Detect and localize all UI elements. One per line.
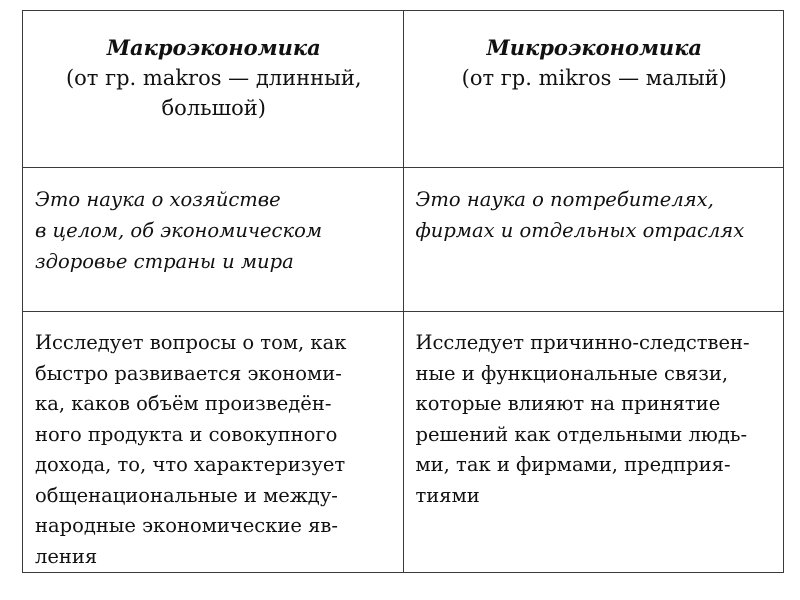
macro-description-line: Исследует вопросы о том, как bbox=[35, 331, 347, 354]
micro-etymology-line-1: (от гр. mikros — малый) bbox=[461, 66, 727, 90]
micro-description-line: тиями bbox=[415, 483, 480, 507]
macro-definition-line: здоровье страны и мира bbox=[35, 250, 294, 273]
macro-description-line: ка, каков объём произведён- bbox=[35, 392, 332, 415]
micro-description-line: ные и функциональные связи, bbox=[415, 361, 729, 385]
micro-definition-cell bbox=[403, 168, 784, 312]
macro-etymology-line-1: (от гр. makros — длинный, bbox=[65, 66, 362, 90]
macro-description-line: ного продукта и совокупного bbox=[35, 422, 338, 446]
micro-header-cell bbox=[403, 11, 784, 168]
micro-description-line: которые влияют на принятие bbox=[415, 392, 721, 415]
macro-definition-line: Это наука о хозяйстве bbox=[35, 188, 281, 211]
macro-description-line: народные экономические яв- bbox=[35, 514, 339, 537]
macro-etymology-line-2: большой) bbox=[161, 96, 266, 120]
micro-definition-line: Это наука о потребителях, bbox=[415, 188, 714, 211]
micro-title: Микроэкономика bbox=[486, 35, 703, 60]
micro-description-line: решений как отдельными людь- bbox=[415, 422, 748, 446]
macro-description-cell bbox=[23, 312, 404, 573]
micro-definition-line: фирмах и отдельных отраслях bbox=[415, 219, 745, 242]
macro-description-line: общенациональные и между- bbox=[35, 483, 338, 507]
macro-description-line: ления bbox=[35, 544, 98, 568]
definition-row bbox=[23, 168, 784, 312]
macro-definition-line: в целом, об экономическом bbox=[35, 219, 323, 242]
micro-description-line: Исследует причинно-следствен- bbox=[415, 331, 750, 354]
macro-header-cell bbox=[23, 11, 404, 168]
macro-description-line: дохода, то, что характеризует bbox=[35, 453, 346, 476]
micro-description-cell bbox=[403, 312, 784, 573]
macro-definition-cell bbox=[23, 168, 404, 312]
micro-description-line: ми, так и фирмами, предприя- bbox=[415, 453, 731, 476]
header-row bbox=[23, 11, 784, 168]
macro-micro-comparison-table bbox=[22, 10, 784, 573]
description-row bbox=[23, 312, 784, 573]
macro-description-line: быстро развивается экономи- bbox=[35, 361, 342, 385]
macro-title: Макроэкономика bbox=[106, 35, 321, 60]
comparison-table-container bbox=[22, 10, 784, 568]
